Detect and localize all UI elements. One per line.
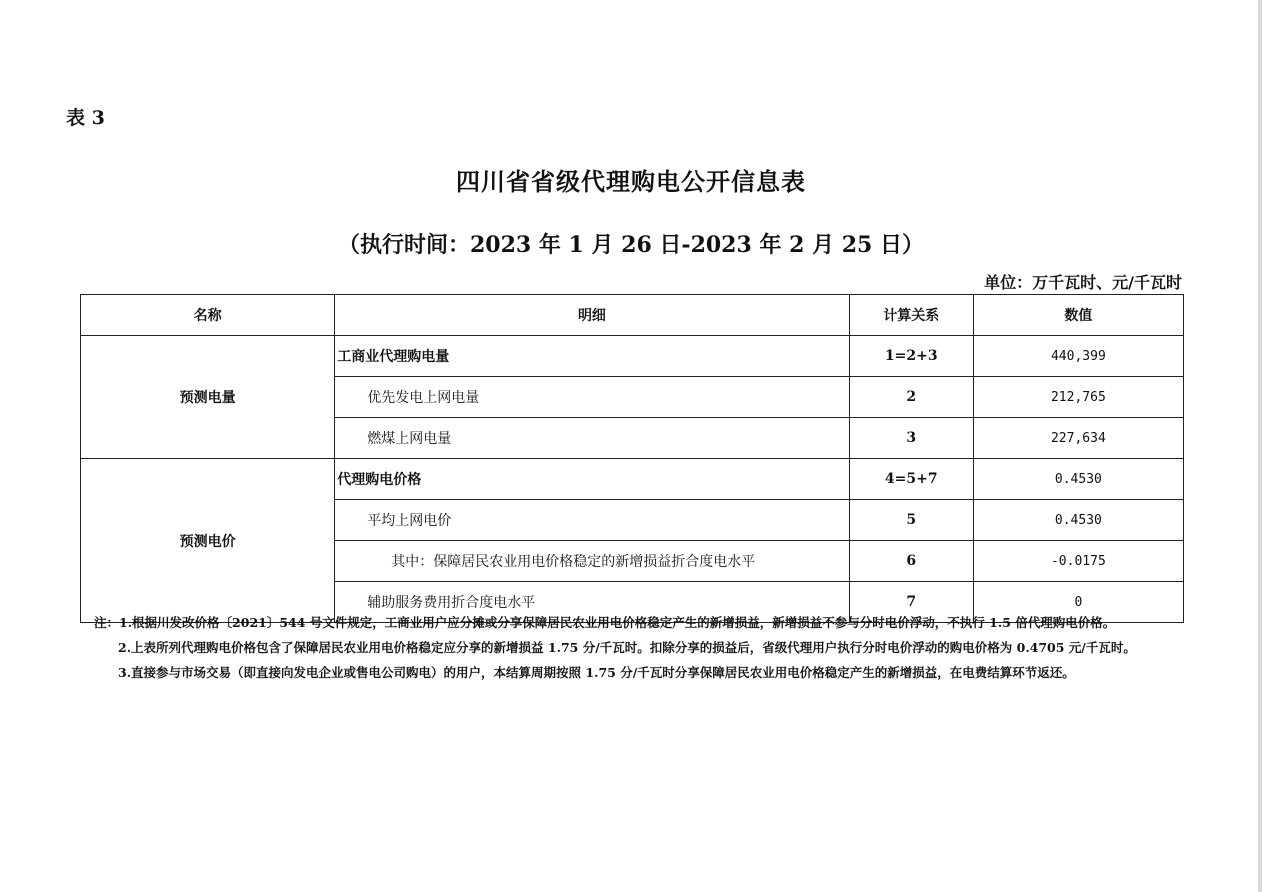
unit-label: 单位：万千瓦时、元/千瓦时 [984, 273, 1182, 292]
group-forecast-volume: 预测电量 [81, 336, 335, 459]
footnote-1: 注：1.根据川发改价格〔2021〕544 号文件规定，工商业用户应分摊或分享保障居民农业用电价格稳定产生的新增损益，新增损益不参与分时电价浮动，不执行 1.5 倍代理购电价格。 [94, 615, 1116, 630]
footnotes [94, 610, 1244, 685]
header-value: 数值 [973, 295, 1183, 336]
table-row [81, 336, 1184, 377]
row-calc: 3 [849, 418, 973, 459]
table-number-label: 表 3 [66, 107, 105, 129]
header-name: 名称 [81, 295, 335, 336]
document-title: 四川省省级代理购电公开信息表 [456, 167, 806, 196]
row-detail: 辅助服务费用折合度电水平 [335, 582, 849, 623]
row-calc: 7 [849, 582, 973, 623]
row-value: 0.4530 [973, 500, 1183, 541]
row-detail: 燃煤上网电量 [335, 418, 849, 459]
execution-period: （执行时间：2023 年 1 月 26 日-2023 年 2 月 25 日） [337, 232, 925, 258]
page-edge [1258, 0, 1262, 892]
table-row [81, 459, 1184, 500]
row-detail: 其中：保障居民农业用电价格稳定的新增损益折合度电水平 [335, 541, 849, 582]
header-calc: 计算关系 [849, 295, 973, 336]
header-detail: 明细 [335, 295, 849, 336]
info-table [80, 294, 1184, 623]
row-value: 0.4530 [973, 459, 1183, 500]
row-value: 440,399 [973, 336, 1183, 377]
row-calc: 5 [849, 500, 973, 541]
row-calc: 2 [849, 377, 973, 418]
table-header-row [81, 295, 1184, 336]
row-value: -0.0175 [973, 541, 1183, 582]
row-calc: 1=2+3 [849, 336, 973, 377]
row-detail: 平均上网电价 [335, 500, 849, 541]
footnote-2: 2.上表所列代理购电价格包含了保障居民农业用电价格稳定应分享的新增损益 1.75 分/千瓦时。扣除分享的损益后，省级代理用户执行分时电价浮动的购电价格为 0.4705 元/千瓦时。 [118, 640, 1136, 655]
row-detail: 代理购电价格 [335, 459, 849, 500]
row-value: 212,765 [973, 377, 1183, 418]
row-calc: 4=5+7 [849, 459, 973, 500]
row-calc: 6 [849, 541, 973, 582]
footnote-3: 3.直接参与市场交易（即直接向发电企业或售电公司购电）的用户，本结算周期按照 1.75 分/千瓦时分享保障居民农业用电价格稳定产生的新增损益，在电费结算环节返还。 [118, 665, 1075, 680]
row-detail: 工商业代理购电量 [335, 336, 849, 377]
row-detail: 优先发电上网电量 [335, 377, 849, 418]
row-value: 0 [973, 582, 1183, 623]
group-forecast-price: 预测电价 [81, 459, 335, 623]
row-value: 227,634 [973, 418, 1183, 459]
